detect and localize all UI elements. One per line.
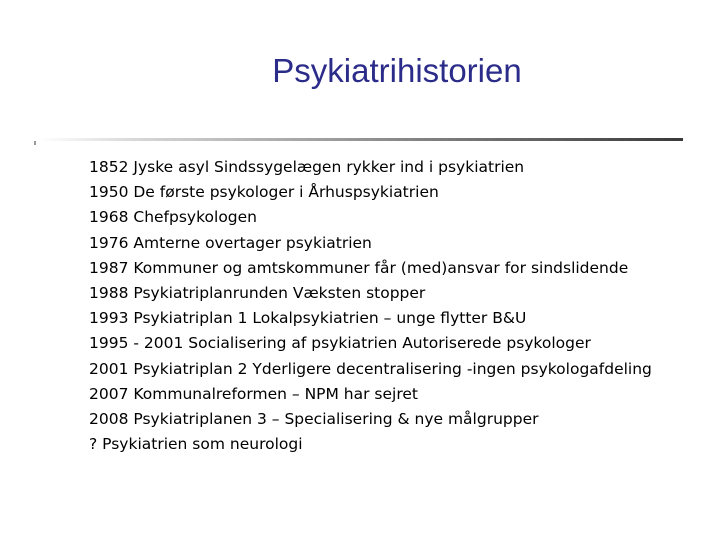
timeline-item: 1968 Chefpsykologen — [89, 208, 257, 227]
divider-tick — [34, 141, 36, 145]
timeline-item: 1995 - 2001 Socialisering af psykiatrien Autoriserede psykologer — [89, 334, 591, 353]
timeline-item: 2007 Kommunalreformen – NPM har sejret — [89, 384, 418, 403]
slide-title: Psykiatrihistorien — [272, 52, 522, 89]
timeline-item: 2008 Psykiatriplanen 3 – Specialisering & nye målgrupper — [89, 409, 539, 428]
timeline-item: 1988 Psykiatriplanrunden Væksten stopper — [89, 283, 426, 302]
timeline-item: 1987 Kommuner og amtskommuner får (med)ansvar for sindslidende — [89, 258, 629, 277]
timeline-item: 1950 De første psykologer i Århuspsykiatrien — [89, 183, 439, 202]
timeline-item: 1976 Amterne overtager psykiatrien — [89, 233, 372, 252]
timeline-item: 1852 Jyske asyl Sindssygelægen rykker ind i psykiatrien — [89, 158, 525, 176]
timeline-item: 1993 Psykiatriplan 1 Lokalpsykiatrien – unge flytter B&U — [89, 309, 527, 328]
timeline-item: ? Psykiatrien som neurologi — [89, 435, 303, 454]
title-divider — [38, 138, 683, 141]
history-timeline — [89, 155, 652, 457]
timeline-item: 2001 Psykiatriplan 2 Yderligere decentralisering -ingen psykologafdeling — [89, 359, 652, 378]
